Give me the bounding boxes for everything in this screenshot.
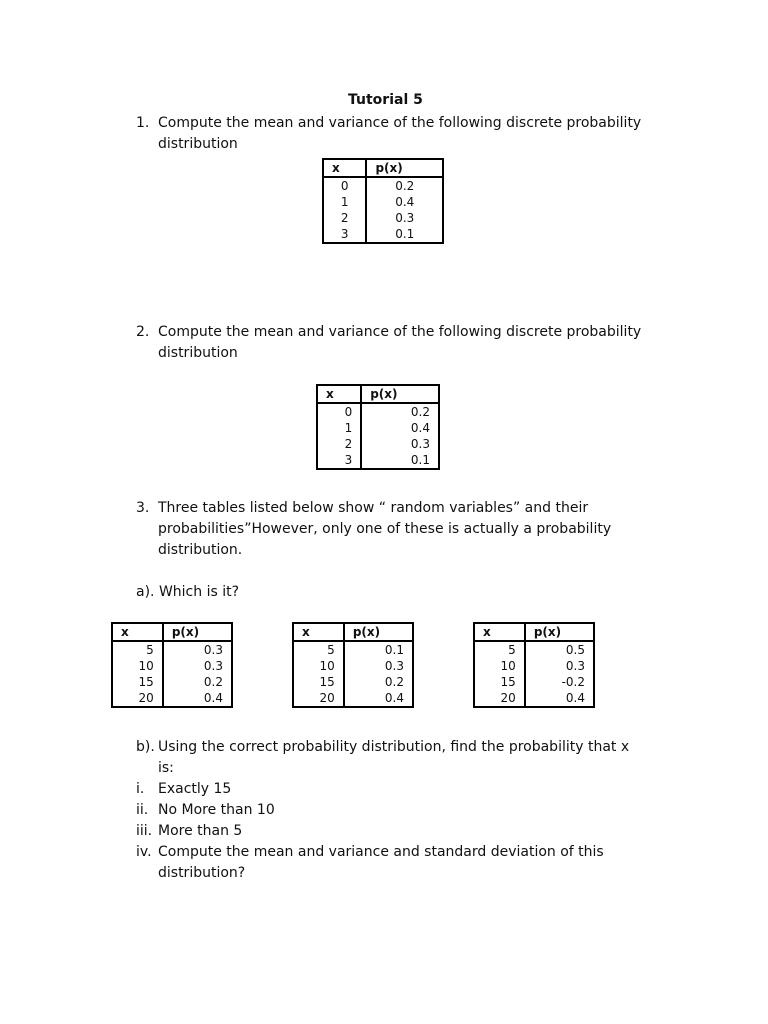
table-row <box>474 641 594 658</box>
q1-probability-table <box>322 158 444 244</box>
table-cell-x: 10 <box>293 658 344 674</box>
table-row <box>317 403 439 420</box>
table-row <box>112 658 232 674</box>
table-header-x: x <box>474 623 525 641</box>
table-cell-x: 5 <box>474 641 525 658</box>
table-cell-x: 1 <box>317 420 361 436</box>
q3-part-b-label: b). <box>136 739 155 755</box>
table-cell-x: 3 <box>317 452 361 469</box>
q2-probability-table <box>316 384 440 470</box>
table-header-px: p(x) <box>361 385 439 403</box>
table-cell-px: 0.3 <box>565 659 585 673</box>
q2-text-line2: distribution <box>158 345 238 361</box>
table-cell-x: 2 <box>323 210 366 226</box>
table-cell-x: 5 <box>112 641 163 658</box>
table-cell-px: 0.3 <box>384 659 404 673</box>
table-row <box>293 690 413 707</box>
q3-text-line2: probabilities”However, only one of these is actually a probability <box>158 521 612 537</box>
q3-part-b-line2: is: <box>158 760 174 776</box>
table-row <box>474 674 594 690</box>
table-row <box>293 674 413 690</box>
table-cell-x: 0 <box>317 403 361 420</box>
table-cell-x: 0 <box>323 177 366 194</box>
table-cell-x: 15 <box>474 674 525 690</box>
table-cell-x: 5 <box>293 641 344 658</box>
table-cell-px: 0.3 <box>395 211 415 225</box>
table-cell-px: 0.4 <box>565 691 585 705</box>
table-row <box>112 690 232 707</box>
table-row <box>317 420 439 436</box>
table-cell-px: 0.3 <box>203 659 223 673</box>
table-header-x: x <box>112 623 163 641</box>
table-cell-px: 0.4 <box>395 195 415 209</box>
table-row <box>317 436 439 452</box>
q1-text-line1: Compute the mean and variance of the following discrete probability <box>158 115 642 131</box>
table-cell-x: 1 <box>323 194 366 210</box>
table-cell-x: 3 <box>323 226 366 243</box>
table-row <box>293 658 413 674</box>
page-title: Tutorial 5 <box>348 92 423 108</box>
table-row <box>474 658 594 674</box>
q3-text-line3: distribution. <box>158 542 243 558</box>
q3-part-a: a). Which is it? <box>136 584 240 600</box>
table-cell-px: 0.3 <box>410 437 430 451</box>
table-cell-px: 0.5 <box>565 643 585 657</box>
table-cell-px: 0.2 <box>410 405 430 419</box>
table-cell-px: 0.1 <box>384 643 404 657</box>
list-item-label: i. <box>136 781 145 797</box>
table-cell-px: 0.2 <box>395 179 415 193</box>
table-row <box>323 177 443 194</box>
list-item: No More than 10 <box>158 802 275 818</box>
table-row <box>112 674 232 690</box>
table-header-x: x <box>323 159 366 177</box>
table-cell-x: 20 <box>474 690 525 707</box>
table-cell-px: 0.4 <box>410 421 430 435</box>
table-header-px: p(x) <box>344 623 413 641</box>
table-row <box>474 690 594 707</box>
q3-table-1 <box>111 622 233 708</box>
table-cell-px: 0.4 <box>203 691 223 705</box>
list-item: Exactly 15 <box>158 781 232 797</box>
table-header-px: p(x) <box>366 159 443 177</box>
table-cell-px: 0.1 <box>410 453 430 467</box>
list-item-label: ii. <box>136 802 149 818</box>
list-item: Compute the mean and variance and standard deviation of this <box>158 844 604 860</box>
table-cell-x: 20 <box>112 690 163 707</box>
table-cell-px: 0.2 <box>384 675 404 689</box>
table-cell-px: 0.2 <box>203 675 223 689</box>
table-row <box>293 641 413 658</box>
table-header-x: x <box>293 623 344 641</box>
table-cell-x: 10 <box>112 658 163 674</box>
q1-text-line2: distribution <box>158 136 238 152</box>
table-cell-x: 15 <box>293 674 344 690</box>
table-row <box>323 226 443 243</box>
table-row <box>317 452 439 469</box>
table-row <box>112 641 232 658</box>
table-header-x: x <box>317 385 361 403</box>
table-cell-x: 2 <box>317 436 361 452</box>
table-cell-px: -0.2 <box>561 675 585 689</box>
q3-text-line1: Three tables listed below show “ random variables” and their <box>158 500 589 516</box>
list-item-label: iv. <box>136 844 152 860</box>
table-cell-x: 15 <box>112 674 163 690</box>
table-cell-px: 0.3 <box>203 643 223 657</box>
table-cell-px: 0.1 <box>395 227 415 241</box>
q3-part-b-line1: Using the correct probability distribution, find the probability that x <box>158 739 630 755</box>
q3-table-2 <box>292 622 414 708</box>
table-cell-px: 0.4 <box>384 691 404 705</box>
table-cell-x: 20 <box>293 690 344 707</box>
table-header-px: p(x) <box>525 623 594 641</box>
q3-number: 3. <box>136 500 150 516</box>
list-item: More than 5 <box>158 823 243 839</box>
q2-number: 2. <box>136 324 150 340</box>
table-row <box>323 210 443 226</box>
list-item-label: iii. <box>136 823 153 839</box>
list-item-continuation: distribution? <box>158 865 246 881</box>
table-cell-x: 10 <box>474 658 525 674</box>
q3-table-3 <box>473 622 595 708</box>
q2-text-line1: Compute the mean and variance of the following discrete probability <box>158 324 642 340</box>
table-header-px: p(x) <box>163 623 232 641</box>
table-row <box>323 194 443 210</box>
q1-number: 1. <box>136 115 150 131</box>
